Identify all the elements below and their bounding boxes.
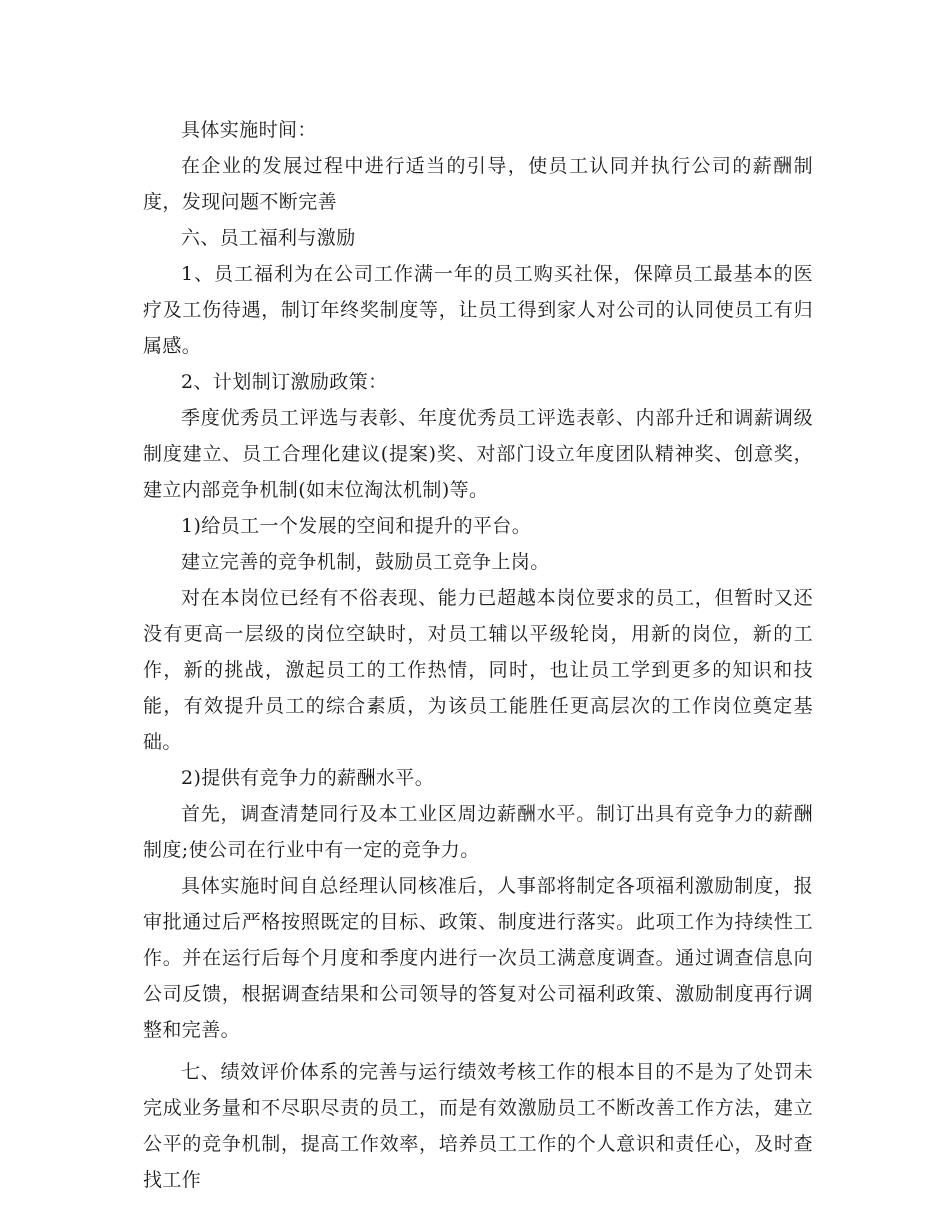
paragraph-implementation-time-heading: 具体实施时间： <box>181 119 317 141</box>
paragraph-competition-mechanism: 建立完善的竞争机制，鼓励员工竞争上岗。 <box>181 551 550 573</box>
document-body <box>143 112 813 1198</box>
section-heading-welfare-incentives: 六、员工福利与激励 <box>181 227 356 249</box>
section-heading-performance-evaluation: 七、绩效评价体系的完善与运行绩效考核工作的根本目的不是为了处罚未完成业务量和不尽职尽责的员工，而是有效激励员工不断改善工作方法，建立公平的竞争机制，提高工作效率，培养员工工作的个人意识和责任心，及时查找工作 <box>143 1061 813 1191</box>
paragraph-implementation-approval: 具体实施时间自总经理认同核准后，人事部将制定各项福利激励制度，报审批通过后严格按照既定的目标、政策、制度进行落实。此项工作为持续性工作。并在运行后每个月度和季度内进行一次员工满意度调查。通过调查信息向公司反馈，根据调查结果和公司领导的答复对公司福利政策、激励制度再行调整和完善。 <box>143 875 813 1041</box>
paragraph-incentive-policy-list: 季度优秀员工评选与表彰、年度优秀员工评选表彰、内部升迁和调薪调级制度建立、员工合理化建议(提案)奖、对部门设立年度团队精神奖、创意奖，建立内部竞争机制(如末位淘汰机制)等。 <box>143 407 813 501</box>
paragraph-guidance: 在企业的发展过程中进行适当的引导，使员工认同并执行公司的薪酬制度，发现问题不断完善 <box>143 155 813 213</box>
paragraph-salary-survey: 首先，调查清楚同行及本工业区周边薪酬水平。制订出具有竞争力的薪酬制度;使公司在行业中有一定的竞争力。 <box>143 803 813 861</box>
paragraph-employee-welfare: 1、员工福利为在公司工作满一年的员工购买社保，保障员工最基本的医疗及工伤待遇，制订年终奖制度等，让员工得到家人对公司的认同使员工有归属感。 <box>143 263 813 357</box>
paragraph-incentive-policy-heading: 2、计划制订激励政策： <box>181 371 388 393</box>
paragraph-competitive-pay-heading: 2)提供有竞争力的薪酬水平。 <box>181 767 435 789</box>
paragraph-development-space: 1)给员工一个发展的空间和提升的平台。 <box>181 515 532 537</box>
paragraph-job-rotation: 对在本岗位已经有不俗表现、能力已超越本岗位要求的员工，但暂时又还没有更高一层级的岗位空缺时，对员工辅以平级轮岗，用新的岗位，新的工作，新的挑战，激起员工的工作热情，同时，也让员工学到更多的知识和技能，有效提升员工的综合素质，为该员工能胜任更高层次的工作岗位奠定基础。 <box>143 587 813 753</box>
